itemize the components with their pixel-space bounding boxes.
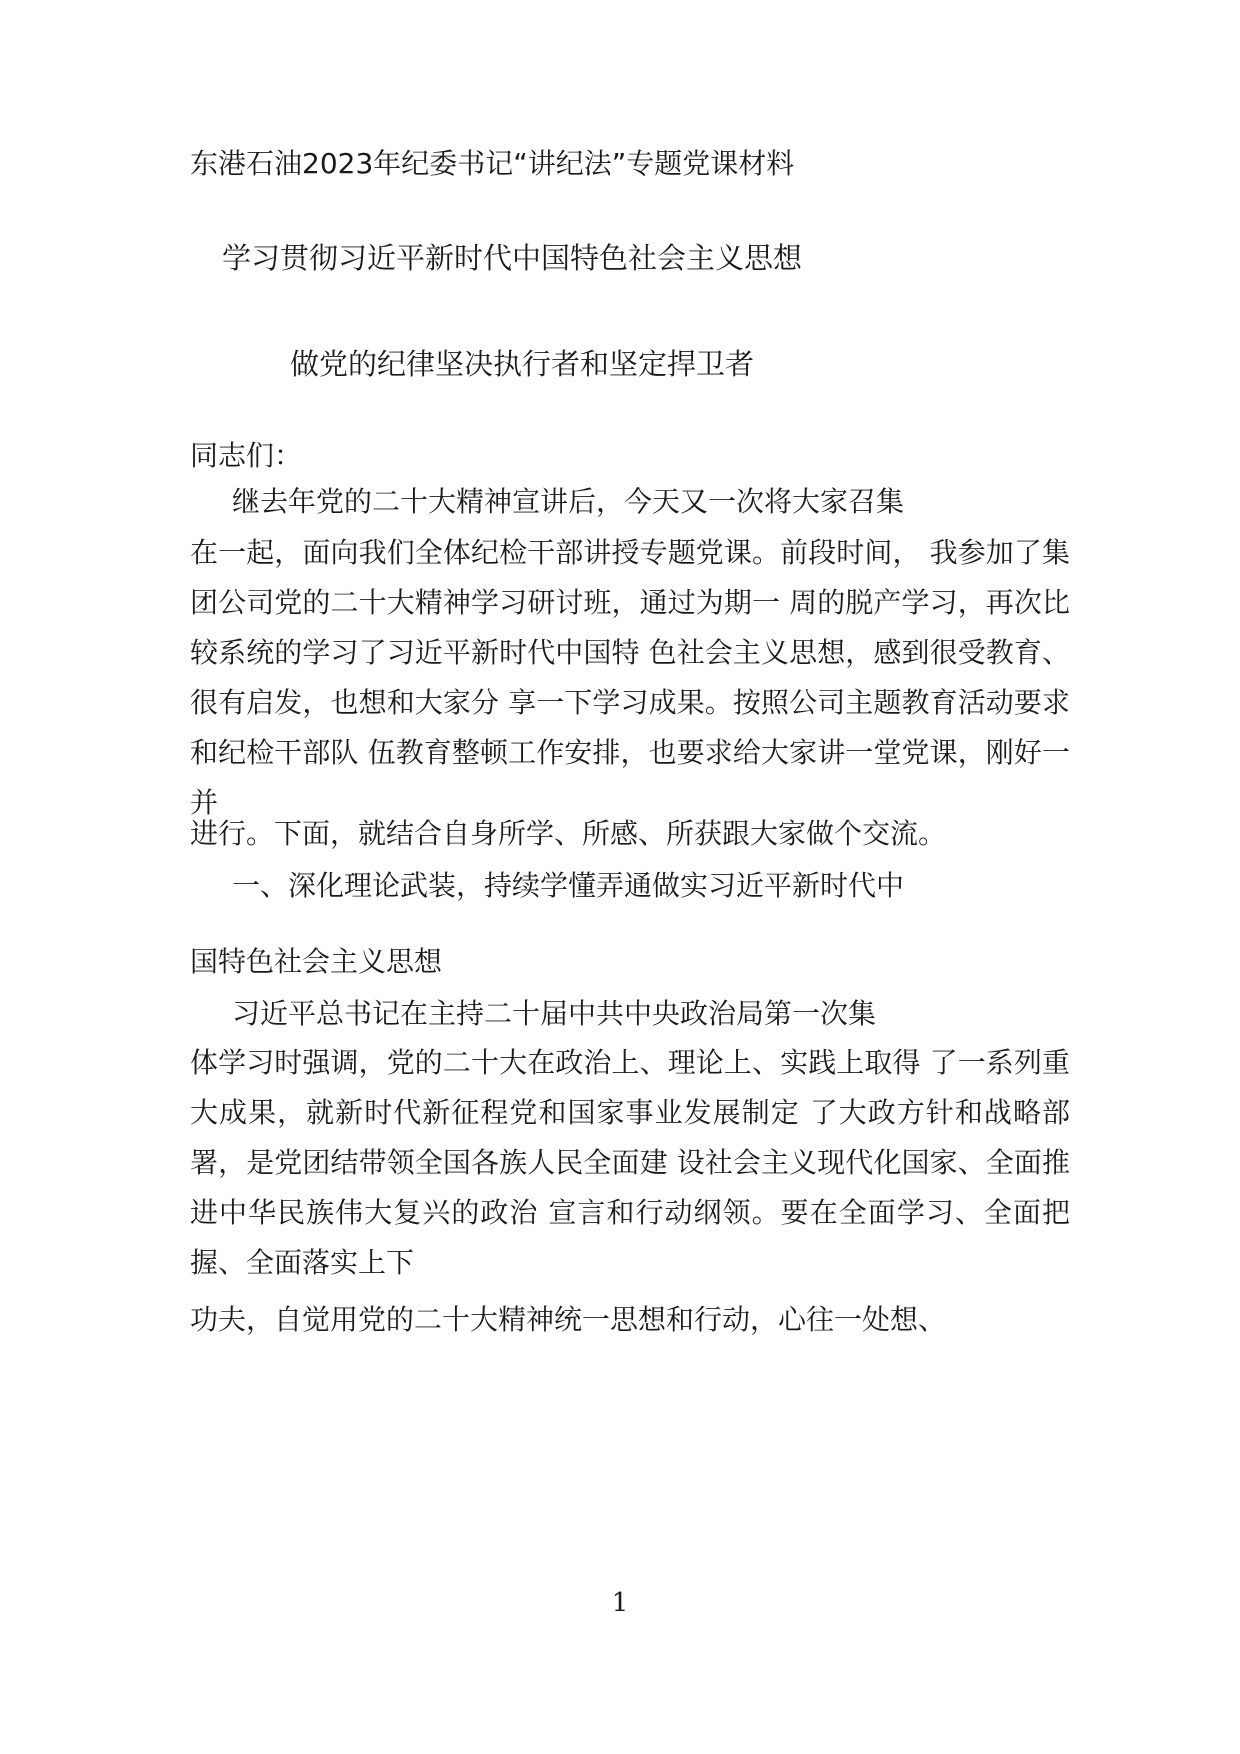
title-line-2: 做党的纪律坚决执行者和坚定捍卫者 bbox=[290, 347, 755, 381]
paragraph-1-first-line: 继去年党的二十大精神宣讲后，今天又一次将大家召集 bbox=[232, 485, 905, 518]
document-header: 东港石油2023年纪委书记“讲纪法”专题党课材料 bbox=[190, 147, 795, 180]
paragraph-2-last-line: 功夫，自觉用党的二十大精神统一思想和行动，心往一处想、 bbox=[190, 1303, 947, 1336]
paragraph-1-last-line: 进行。下面，就结合自身所学、所感、所获跟大家做个交流。 bbox=[190, 817, 947, 850]
paragraph-2-body: 体学习时强调，党的二十大在政治上、理论上、实践上取得 了一系列重大成果，就新时代新征程党和国家事业发展制定 了大政方针和战略部署，是党团结带领全国各族人民全面建 设社会主义现代化国家、全面推进中华民族伟大复兴的政治 宣言和行动纲领。要在全面学习、全面把握、全面落实上下 bbox=[190, 1046, 1070, 1279]
paragraph-2-first-line: 习近平总书记在主持二十届中共中央政治局第一次集 bbox=[232, 997, 877, 1030]
section-heading-1-first-line: 一、深化理论武装，持续学懂弄通做实习近平新时代中 bbox=[232, 869, 905, 902]
salutation: 同志们： bbox=[190, 439, 303, 472]
section-heading-1-last-line: 国特色社会主义思想 bbox=[190, 945, 443, 978]
paragraph-1-body: 在一起，面向我们全体纪检干部讲授专题党课。前段时间， 我参加了集团公司党的二十大精神学习研讨班，通过为期一 周的脱产学习，再次比较系统的学习了习近平新时代中国特 色社会主义思想，感到很受教育、很有启发，也想和大家分 享一下学习成果。按照公司主题教育活动要求和纪检干部队 伍教育整顿工作安排，也要求给大家讲一堂党课，刚好一并 bbox=[190, 536, 1070, 819]
title-line-1: 学习贯彻习近平新时代中国特色社会主义思想 bbox=[222, 241, 803, 275]
page-number: 1 bbox=[611, 1588, 629, 1618]
